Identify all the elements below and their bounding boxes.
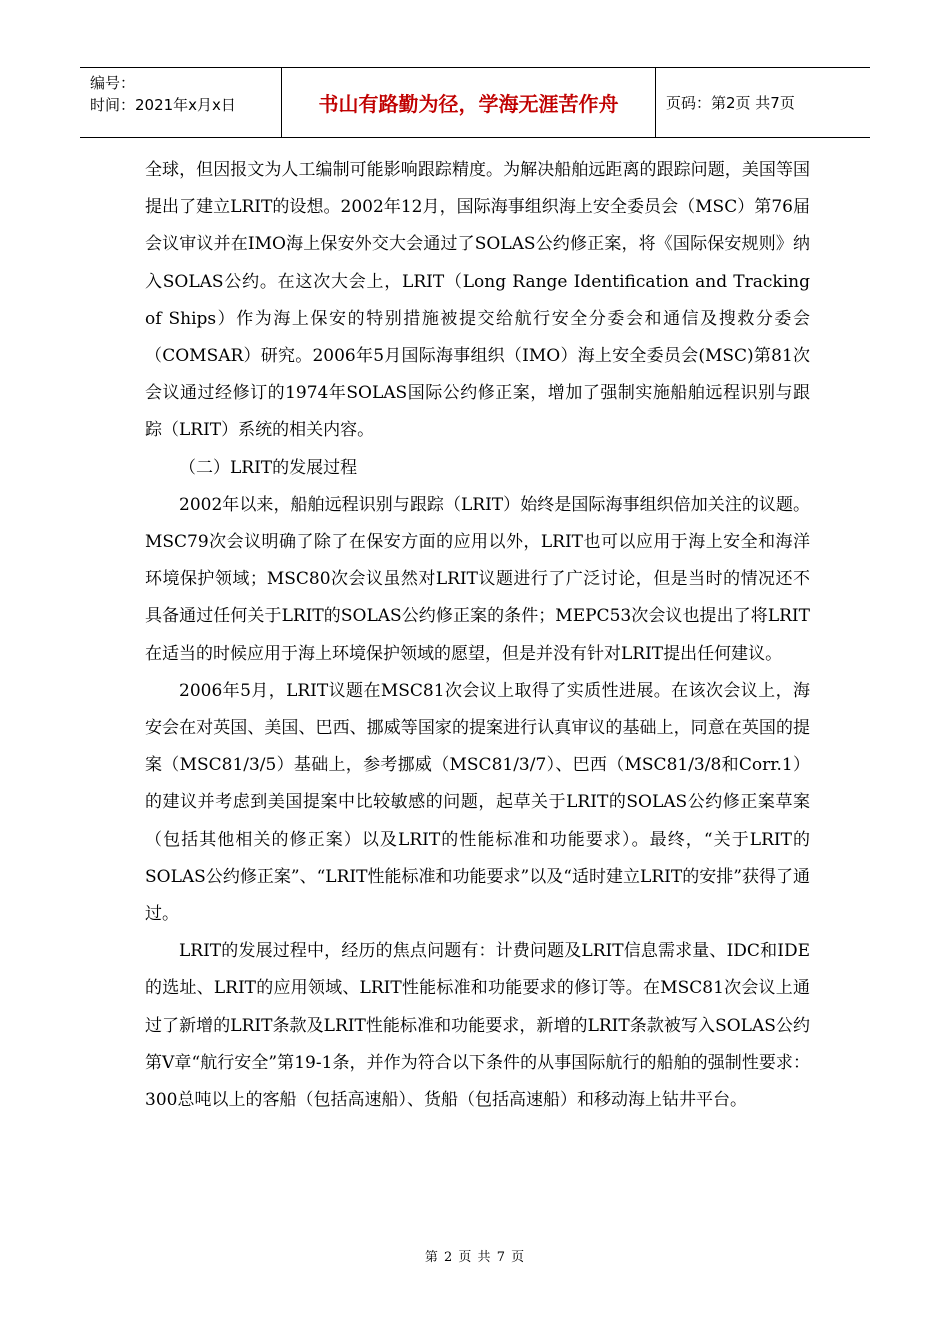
page-header bbox=[80, 67, 870, 138]
body-paragraph: 全球，但因报文为人工编制可能影响跟踪精度。为解决船舶远距离的跟踪问题，美国等国提出了建立LRIT的设想。2002年12月，国际海事组织海上安全委员会（MSC）第76届会议审议并在IMO海上保安外交大会通过了SOLAS公约修正案，将《国际保安规则》纳入SOLAS公约。在这次大会上，LRIT（Long Range Identification and Tracking of Ships）作为海上保安的特别措施被提交给航行安全分委会和通信及搜救分委会（COMSAR）研究。2006年5月国际海事组织（IMO）海上安全委员会(MSC)第81次会议通过经修订的1974年SOLAS国际公约修正案，增加了强制实施船舶远程识别与跟踪（LRIT）系统的相关内容。 bbox=[145, 160, 810, 441]
body-paragraph: LRIT的发展过程中，经历的焦点问题有：计费问题及LRIT信息需求量、IDC和IDE的选址、LRIT的应用领域、LRIT性能标准和功能要求的修订等。在MSC81次会议上通过了新增的LRIT条款及LRIT性能标准和功能要求，新增的LRIT条款被写入SOLAS公约第V章“航行安全”第19-1条，并作为符合以下条件的从事国际航行的船舶的强制性要求：300总吨以上的客船（包括高速船）、货船（包括高速船）和移动海上钻井平台。 bbox=[145, 941, 810, 1111]
document-number-label: 编号： bbox=[90, 74, 136, 92]
header-motto: 书山有路勤为径，学海无涯苦作舟 bbox=[282, 68, 656, 137]
document-date: 时间：2021年x月x日 bbox=[90, 96, 236, 114]
page-footer: 第 2 页 共 7 页 bbox=[424, 1250, 526, 1265]
document-body bbox=[145, 152, 810, 1119]
header-meta bbox=[80, 68, 282, 137]
body-paragraph: 2002年以来，船舶远程识别与跟踪（LRIT）始终是国际海事组织倍加关注的议题。MSC79次会议明确了除了在保安方面的应用以外，LRIT也可以应用于海上安全和海洋环境保护领域；MSC80次会议虽然对LRIT议题进行了广泛讨论，但是当时的情况还不具备通过任何关于LRIT的SOLAS公约修正案的条件；MEPC53次会议也提出了将LRIT在适当的时候应用于海上环境保护领域的愿望，但是并没有针对LRIT提出任何建议。 bbox=[145, 494, 810, 664]
header-page-info: 页码：第2页 共7页 bbox=[666, 94, 795, 112]
section-heading: （二）LRIT的发展过程 bbox=[179, 457, 358, 478]
body-paragraph: 2006年5月，LRIT议题在MSC81次会议上取得了实质性进展。在该次会议上，海安会在对英国、美国、巴西、挪威等国家的提案进行认真审议的基础上，同意在英国的提案（MSC81/3/5）基础上，参考挪威（MSC81/3/7）、巴西（MSC81/3/8和Corr.1）的建议并考虑到美国提案中比较敏感的问题，起草关于LRIT的SOLAS公约修正案草案（包括其他相关的修正案）以及LRIT的性能标准和功能要求）。最终，“关于LRIT的SOLAS公约修正案”、“LRIT性能标准和功能要求”以及“适时建立LRIT的安排”获得了通过。 bbox=[145, 680, 810, 925]
